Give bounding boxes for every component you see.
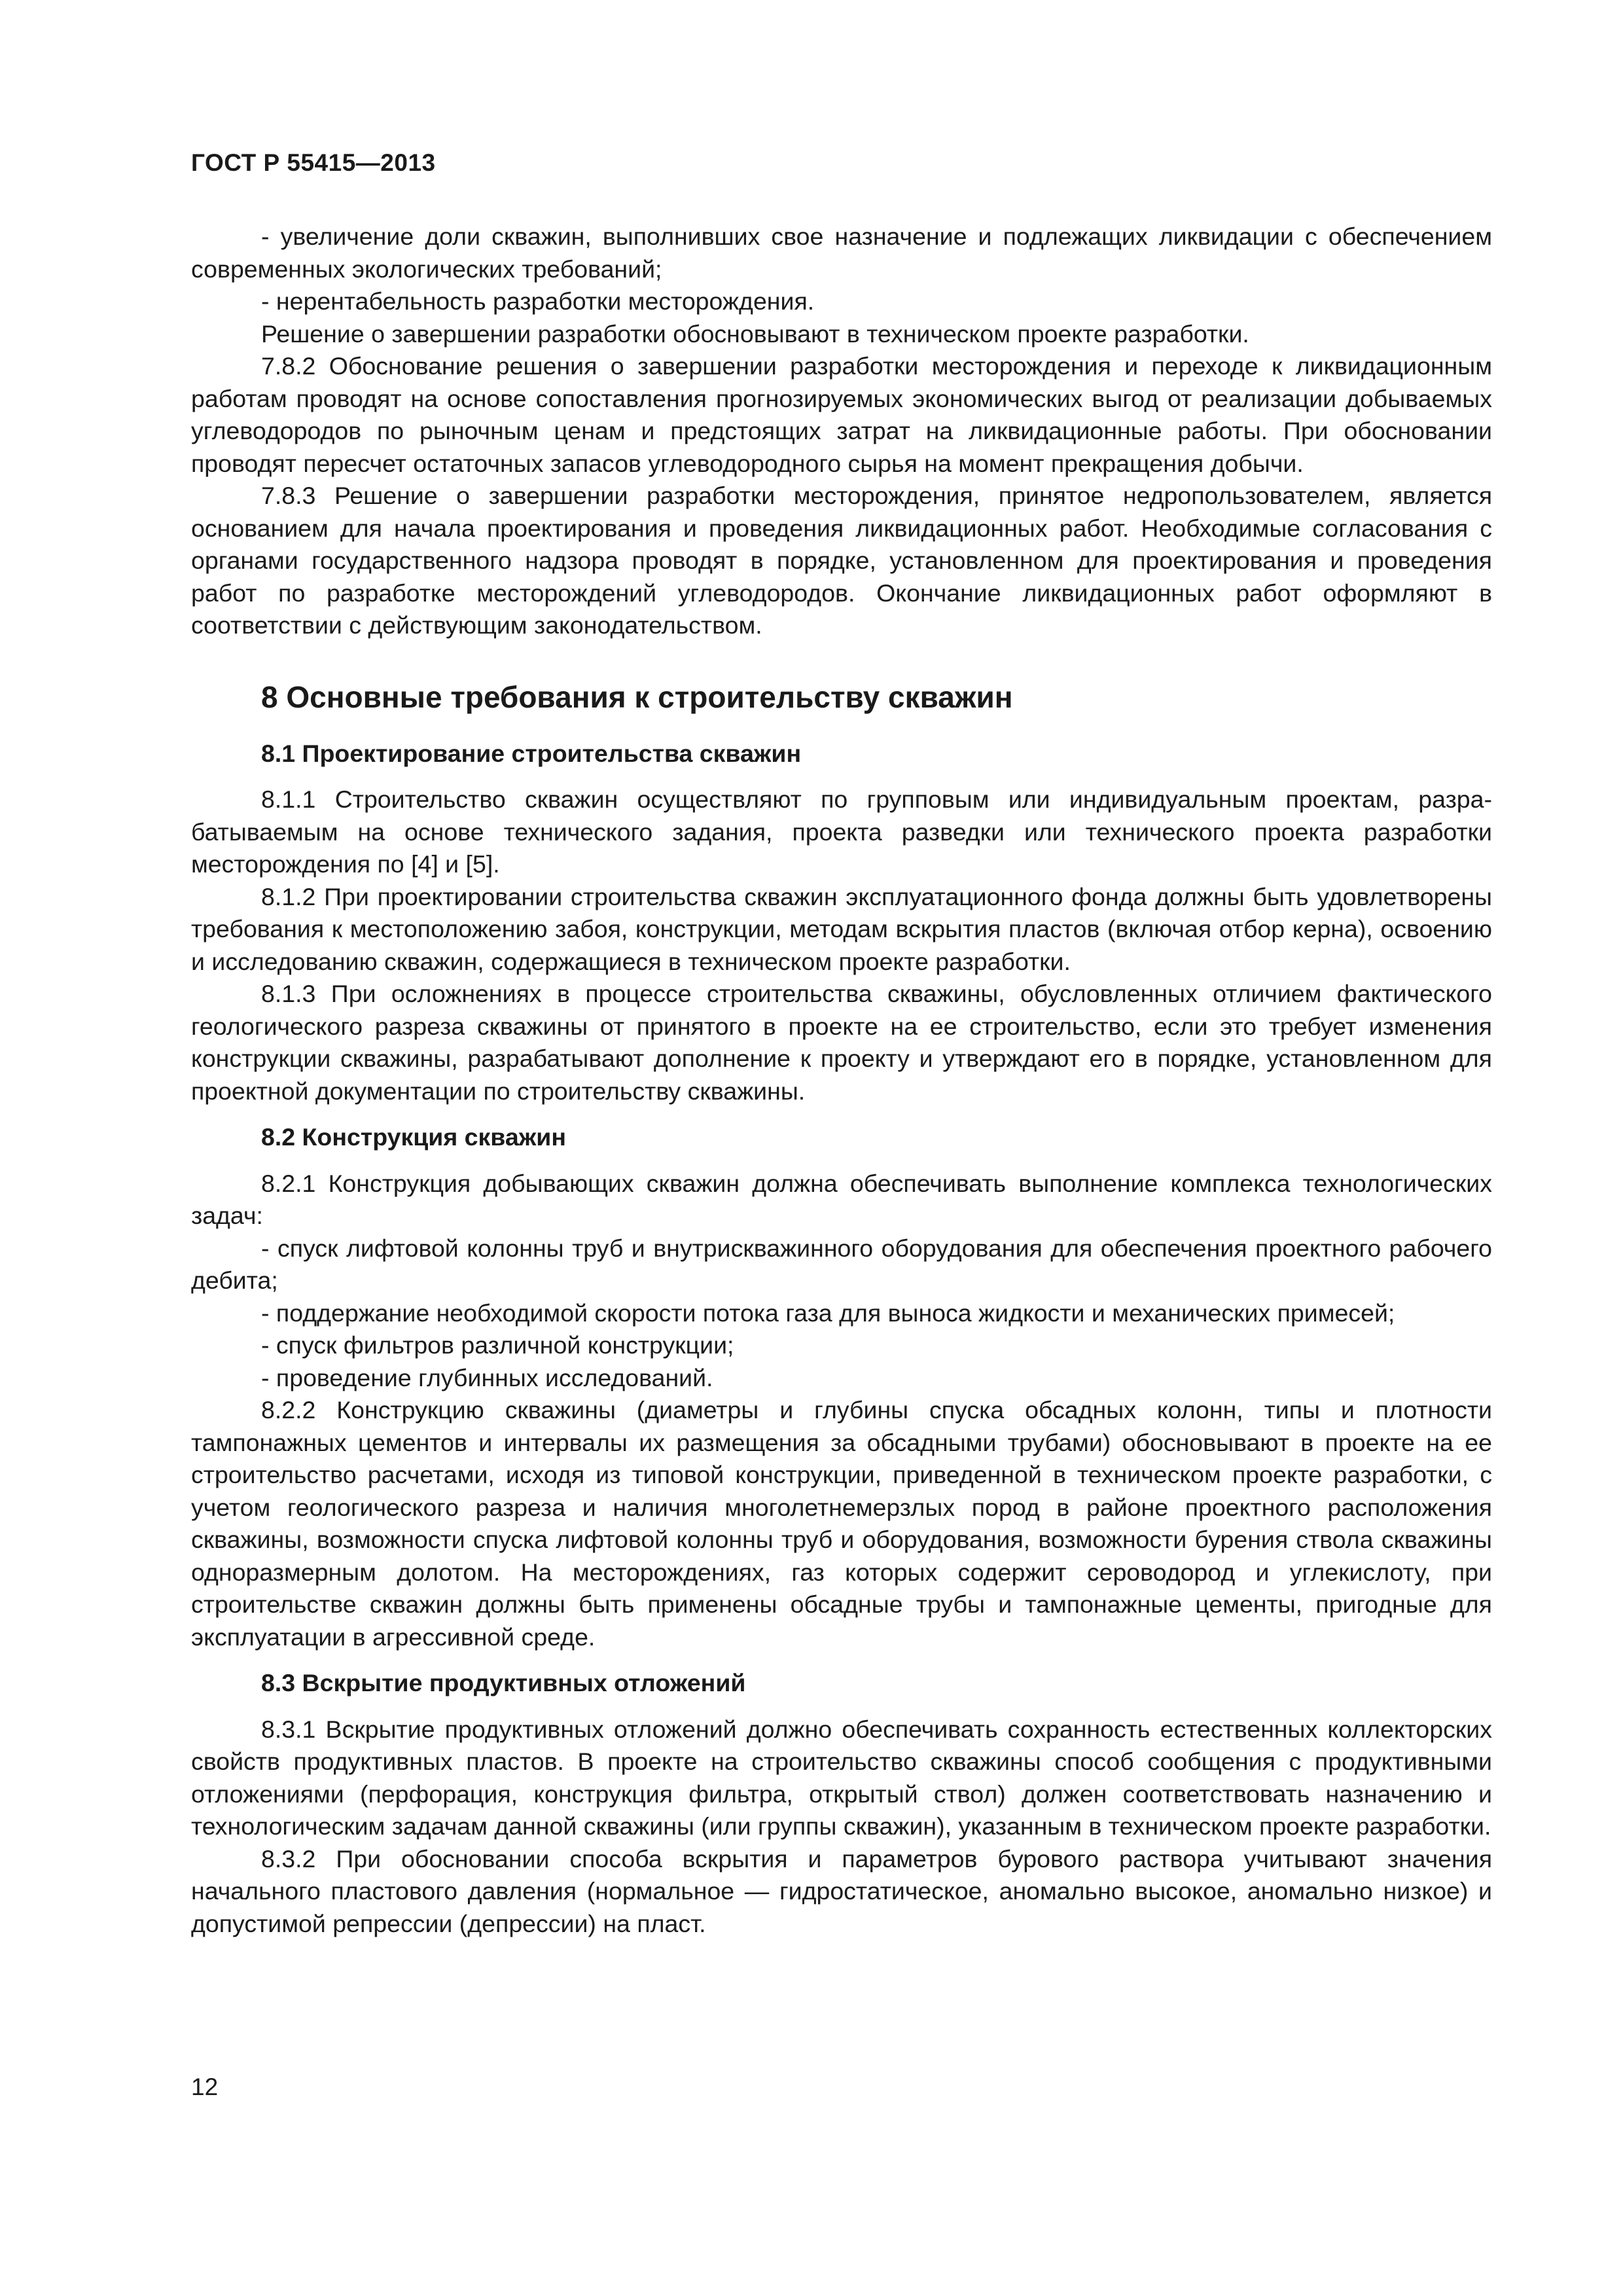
- subsection-heading: 8.1 Проектирование строительства скважин: [261, 739, 802, 767]
- document-header: ГОСТ Р 55415—2013: [191, 149, 436, 176]
- subsection-heading: 8.2 Конструкция скважин: [261, 1123, 566, 1151]
- paragraph: 8.3.1 Вскрытие продуктивных отложений должно обеспечивать сохранность естественных коллекторских свойств продуктивных пластов. В проекте на строительство скважины способ сообщения с продуктивными отложениями (перфорация, конструкция фильтра, открытый ствол) должен соответствовать назначению и технологическим задачам данной скважины (или группы скважин), указанным в техническом проекте разработки.: [191, 1715, 1492, 1840]
- paragraph: Решение о завершении разработки обосновывают в техническом проекте разработки.: [261, 319, 1249, 348]
- paragraph: 8.1.2 При проектировании строительства скважин эксплуатационного фонда должны быть удовлетворены требования к местоположению забоя, конструкции, методам вскрытия пластов (включая отбор керна), освоению и исследованию скважин, содержащиеся в техническом проекте разработки.: [191, 882, 1492, 975]
- paragraph: - проведение глубинных исследований.: [261, 1363, 713, 1391]
- paragraph: - увеличение доли скважин, выполнивших свое назначение и подлежащих ликвидации с обеспечением современных экологических требований;: [191, 223, 1492, 283]
- page-number: 12: [191, 2073, 219, 2100]
- paragraph: 8.2.2 Конструкцию скважины (диаметры и глубины спуска обсадных колонн, типы и плотности тампонажных цементов и интервалы их размещения за обсадными трубами) обосновывают в проекте на ее строительство расчетами, исходя из типовой конструкции, приведенной в техническом проекте разработки, с учетом геологического разреза и наличия многолетнемерзлых пород в районе проектного расположения скважины, возможности спуска лифтовой колонны труб и оборудования, возможности бурения ствола скважины одноразмерным долотом. На месторождениях, газ которых содержит сероводород и углекислоту, при строительстве скважин должны быть применены обсадные трубы и тампонажные цементы, пригодные для эксплуатации в агрессивной среде.: [191, 1396, 1492, 1651]
- section-heading: 8 Основные требования к строительству скважин: [261, 679, 1013, 714]
- paragraph: 8.1.1 Строительство скважин осуществляют по групповым или индивидуальным проектам, разрабатываемым на основе технического задания, проекта разведки или технического проекта разработки месторождения по [4] и [5].: [191, 785, 1492, 878]
- paragraph: - поддержание необходимой скорости потока газа для выноса жидкости и механических примесей;: [261, 1299, 1395, 1327]
- paragraph: - нерентабельность разработки месторождения.: [261, 287, 815, 315]
- paragraph: - спуск лифтовой колонны труб и внутрискважинного оборудования для обеспечения проектного рабочего дебита;: [191, 1234, 1492, 1294]
- paragraph: 8.1.3 При осложнениях в процессе строительства скважины, обусловленных отличием фактического геологического разреза скважины от принятого в проекте на ее строительство, если это требует изменения конструкции скважины, разрабатывают дополнение к проекту и утверждают его в порядке, установленном для проектной документации по строительству скважины.: [191, 980, 1492, 1105]
- paragraph: 7.8.2 Обоснование решения о завершении разработки месторождения и переходе к ликвидационным работам проводят на основе сопоставления прогнозируемых экономических выгод от реализации добываемых углеводородов по рыночным ценам и предстоящих затрат на ликвидационные работы. При обосновании проводят пересчет остаточных запасов углеводородного сырья на момент прекращения добычи.: [191, 352, 1492, 477]
- subsection-heading: 8.3 Вскрытие продуктивных отложений: [261, 1669, 746, 1696]
- paragraph: - спуск фильтров различной конструкции;: [261, 1331, 734, 1359]
- document-body: [191, 221, 1492, 1940]
- paragraph: 7.8.3 Решение о завершении разработки месторождения, принятое недропользователем, является основанием для начала проектирования и проведения ликвидационных работ. Необходимые согласования с органами государственного надзора проводят в порядке, установленном для проектирования и проведения работ по разработке месторождений углеводородов. Окончание ликвидационных работ оформляют в соответствии с действующим законодательством.: [191, 482, 1492, 639]
- paragraph: 8.3.2 При обосновании способа вскрытия и параметров бурового раствора учитывают значения начального пластового давления (нормальное — гидростатическое, аномально высокое, аномально низкое) и допустимой репрессии (депрессии) на пласт.: [191, 1844, 1492, 1937]
- paragraph: 8.2.1 Конструкция добывающих скважин должна обеспечивать выполнение комплекса технологических задач:: [191, 1169, 1492, 1229]
